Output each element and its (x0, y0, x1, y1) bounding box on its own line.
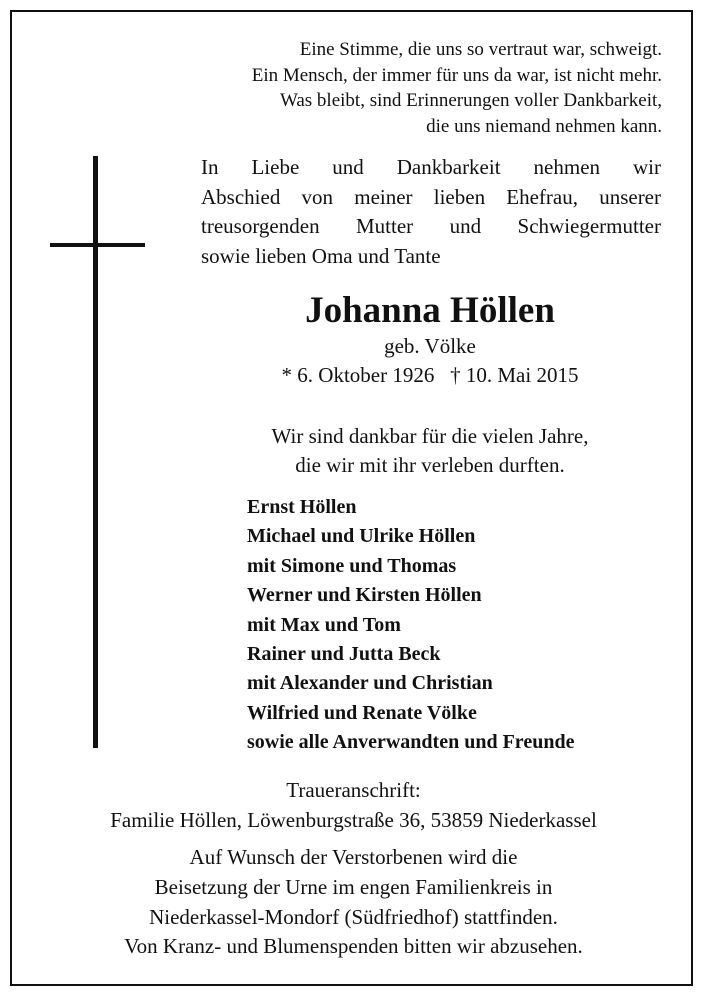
mourner-line: mit Simone und Thomas (247, 554, 457, 577)
mourning-address (0, 775, 707, 835)
mourner-line: Rainer und Jutta Beck (247, 643, 441, 666)
cross-icon-bar (50, 243, 145, 247)
birth-name: geb. Völke (384, 334, 476, 358)
notice-line: Von Kranz- und Blumenspenden bitten wir abzusehen. (124, 934, 583, 959)
intro-line: treusorgenden Mutter und Schwiegermutter (201, 214, 661, 238)
notice-line: Beisetzung der Urne im engen Familienkreis in (154, 874, 553, 899)
notice-line: Niederkassel-Mondorf (Südfriedhof) stattfinden. (149, 904, 558, 929)
intro-line: Abschied von meiner lieben Ehefrau, unserer (201, 184, 661, 209)
mourner-line: Michael und Ulrike Höllen (247, 525, 476, 548)
intro-line: In Liebe und Dankbarkeit nehmen wir (201, 155, 661, 179)
notice-line: Auf Wunsch der Verstorbenen wird die (189, 845, 518, 869)
mourner-line: Ernst Höllen (247, 496, 357, 518)
funeral-notice (0, 843, 707, 962)
memorial-poem (252, 37, 662, 139)
poem-line: die uns niemand nehmen kann. (426, 115, 662, 137)
life-dates: * 6. Oktober 1926 † 10. Mai 2015 (281, 363, 579, 387)
mourners-list (247, 493, 574, 758)
mourner-line: sowie alle Anverwandten und Freunde (247, 731, 575, 754)
poem-line: Ein Mensch, der immer für uns da war, ist nicht mehr. (251, 64, 662, 86)
intro-text (201, 153, 661, 271)
mourner-line: Werner und Kirsten Höllen (247, 584, 482, 607)
address-line: Familie Höllen, Löwenburgstraße 36, 53859 Niederkassel (110, 808, 597, 832)
poem-line: Eine Stimme, die uns so vertraut war, schweigt. (299, 39, 662, 60)
thanks-line: Wir sind dankbar für die vielen Jahre, (271, 424, 589, 448)
deceased-name: Johanna Höllen (305, 290, 555, 331)
address-label: Traueranschrift: (286, 778, 421, 802)
mourner-line: mit Max und Tom (247, 613, 401, 636)
mourner-line: Wilfried und Renate Völke (247, 701, 477, 724)
intro-line: sowie lieben Oma und Tante (201, 243, 441, 268)
thanks-text (210, 422, 650, 480)
poem-line: Was bleibt, sind Erinnerungen voller Dankbarkeit, (279, 90, 662, 111)
mourner-line: mit Alexander und Christian (247, 672, 493, 695)
thanks-line: die wir mit ihr verleben durften. (295, 453, 565, 477)
